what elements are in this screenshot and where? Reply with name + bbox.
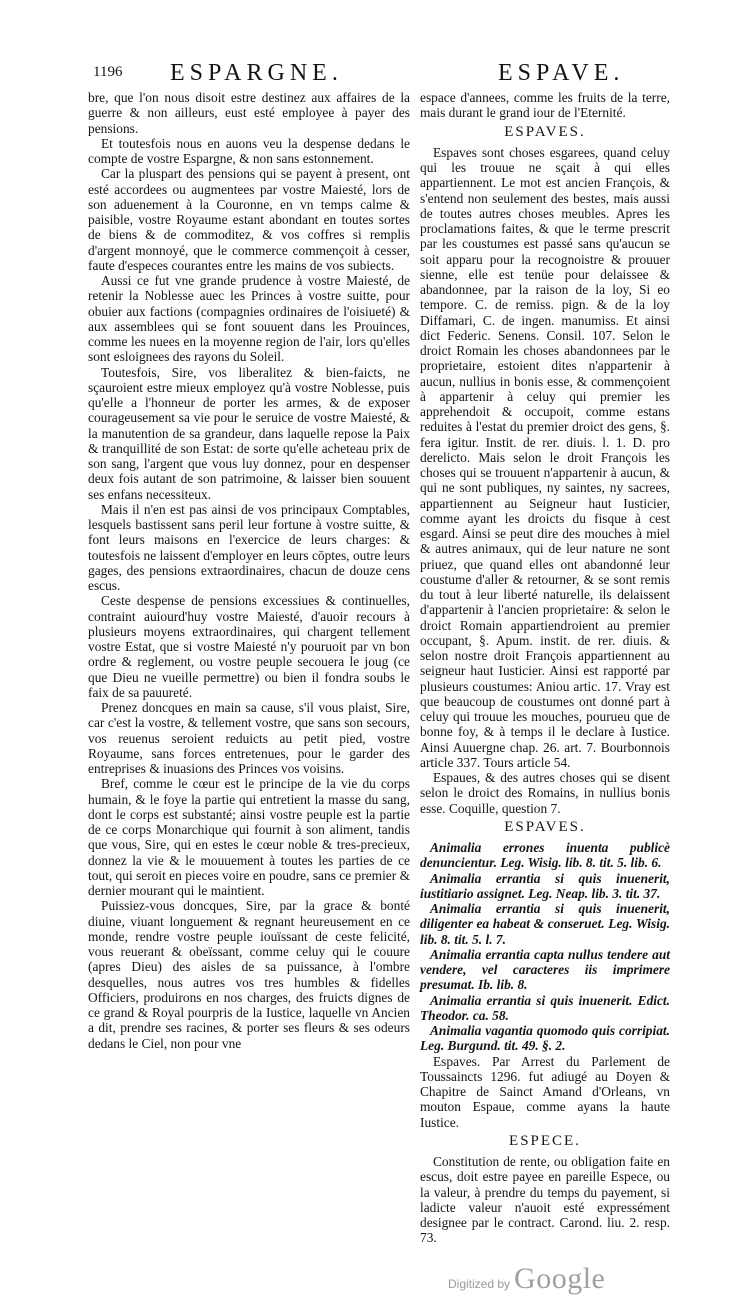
- paragraph: Ceste despense de pensions excessiues & continuelles, contraint auiourd'huy vostre Maiesté, d'auoir recours à plusieurs moyens extraordinaires, qui chargent tellement vostre Estat, que si vostre Maiesté n'y pouruoit par vn bon ordre & reglement, ou vostre peuple secouera le joug (ce que Dieu ne vueille permettre) ou bien il fondra soubs le faix de sa pauureté.: [88, 593, 410, 700]
- paragraph: Puissiez-vous doncques, Sire, par la grace & bonté diuine, viuant longuement & regnant heureusement en ce monde, rendre vostre peuple iouïssant de ceste felicité, vous reuerant & obeïssant, comme celuy qui le couure (apres Dieu) des aisles de sa puissance, à l'ombre desquelles, nous autres vos tres humbles & fidelles Officiers, produirons en nos charges, des fruicts dignes de ce grand & Royal pourpris de la Iustice, laquelle vn Ancien a dit, prendre ses racines, & porter ses fleurs & ses odeurs dedans le Ciel, non pour vne: [88, 898, 410, 1051]
- citation-item: Animalia errantia si quis inuenerit, diligenter ea habeat & conseruet. Leg. Wisig. lib. 8. tit. 5. l. 7.: [420, 901, 670, 947]
- paragraph: Bref, comme le cœur est le principe de la vie du corps humain, & le foye la partie qui entretient la masse du sang, dont le corps est substanté; ainsi vostre peuple est la partie de ce corps Monarchique qui fournit à son aliment, tandis que vous, Sire, qui en estes le cœur noble & tres-precieux, donnez la vie & le mouuement à toutes les parties de ce tout, qui seroit en pieces voire en poudre, sans ce premier & dernier mourant qui le maintient.: [88, 776, 410, 898]
- paragraph: Espaves sont choses esgarees, quand celuy qui les trouue ne sçait à qui elles appartiennent. Le mot est ancien François, & s'entend non seulement des bestes, mais aussi de toutes autres choses meubles. Apres les proclamations faites, & que le terme prescrit par les coustumes est passé sans qu'aucun se soit apparu pour la recognoistre & prouuer sienne, elle est tenüe pour delaissee & abandonnee, par la raison de la loy, Si eo tempore. C. de remiss. pign. & de la loy Diffamari, C. de ingen. manumiss. Et ainsi dict Federic. Senens. Consil. 107. Selon le droict Romain les choses abandonnees par le proprietaire, estoient dites n'appartenir à aucun, nullius in bonis esse, & commençoient à appartenir à celuy qui premier les apprehendoit & occupoit, comme estans reduites à l'estat du premier droict des gens, §. fera igitur. Instit. de rer. diuis. l. 1. D. pro derelicto. Mais selon le droit François les choses qui se trouuent n'appartenir à aucun, & qui ne sont publiques, ny saintes, ny sacrees, appartiennent au Seigneur haut Iusticier, comme ayant les droicts du fisque à cest esgard. Ainsi se peut dire des mouches à miel & autres animaux, qui de leur nature ne sont priuez, que quand elles ont abandonné leur coustume d'aller & retourner, & se sont remis du tout à leur liberté naturelle, ils delaissent d'appartenir à l'ancien proprietaire: & selon le droict Romain appartiendroient au premier occupant, §. Apum. instit. de rer. diuis. & selon nostre droit François appartiennent au seigneur haut Iusticier. Ainsi est rapporté par plusieurs coustumes: Aniou artic. 17. Vray est que beaucoup de coustumes ont donné part à celuy qui trouue les mouches, pourueu que de bonne foy, & à temps il le declare à Iustice. Ainsi Auuergne chap. 26. art. 7. Bourbonnois article 337. Tours article 54.: [420, 144, 670, 770]
- citation-item: Animalia errantia si quis inuenerit, iustitiario assignet. Leg. Neap. lib. 3. tit. 37.: [420, 870, 670, 901]
- section-heading: ESPAVES.: [504, 818, 586, 835]
- digitized-watermark: [448, 1262, 605, 1296]
- paragraph: Constitution de rente, ou obligation faite en escus, doit estre payee en pareille Espece, ou la valeur, à prendre du temps du payement, si ladicte valeur n'auoit esté expressément designee par le contract. Carond. liu. 2. resp. 73.: [420, 1154, 670, 1246]
- page-number: 1196: [93, 64, 123, 80]
- paragraph: Espaues, & des autres choses qui se disent selon le droict des Romains, in nullius bonis esse. Coquille, question 7.: [420, 770, 670, 816]
- paragraph: Mais il n'en est pas ainsi de vos principaux Comptables, lesquels bastissent sans peril leur fortune à vostre suitte, & font leurs maisons en l'exercice de leurs charges: & toutesfois ne laissent d'employer en leurs cōptes, outre leurs gages, des pensions extraordinaires, chacun de douze cens escus.: [88, 501, 410, 593]
- running-head-right: ESPAVE.: [498, 60, 625, 86]
- citation-list: [420, 840, 670, 1054]
- citation-item: Animalia errones inuenta publicè denuncientur. Leg. Wisig. lib. 8. tit. 5. lib. 6.: [420, 840, 670, 871]
- paragraph: Prenez doncques en main sa cause, s'il vous plaist, Sire, car c'est la vostre, & tellement vostre, que sans son secours, vos reuenus seroient reduicts au petit pied, vostre Royaume, sans forces entretenues, pour le garder des entreprises & inuasions des Princes vos voisins.: [88, 700, 410, 776]
- continued-paragraph: espace d'annees, comme les fruits de la terre, mais durant le grand iour de l'Eternité.: [420, 90, 670, 121]
- paragraph: Espaves. Par Arrest du Parlement de Toussaincts 1296. fut adiugé au Doyen & Chapitre de Sainct Amand d'Orleans, vn mouton Espaue, comme ayans la haute Iustice.: [420, 1053, 670, 1130]
- paragraph: Toutesfois, Sire, vos liberalitez & bien-faicts, ne sçauroient estre mieux employez qu'à vostre Noblesse, puis qu'elle a l'honneur de porter les armes, & de exposer courageusement sa vie pour le seruice de vostre Maiesté, & la manutention de sa grandeur, dans laquelle repose la Paix & tranquillité de son Estat: de sorte qu'elle acheteau prix de son sang, l'argent que vous luy donnez, pour en despenser deux fois autant de son patrimoine, & laisser bien souuent ses enfans necessiteux.: [88, 364, 410, 502]
- citation-item: Animalia vagantia quomodo quis corripiat. Leg. Burgund. tit. 49. §. 2.: [420, 1023, 670, 1054]
- google-logo: Google: [514, 1262, 606, 1295]
- citation-item: Animalia errantia si quis inuenerit. Edict. Theodor. ca. 58.: [420, 992, 670, 1023]
- right-column: [420, 90, 670, 1246]
- section-heading: ESPECE.: [509, 1132, 581, 1149]
- citation-item: Animalia errantia capta nullus tendere aut vendere, vel caracteres iis imprimere presumat. Ib. lib. 8.: [420, 946, 670, 993]
- section-heading: ESPAVES.: [504, 123, 586, 140]
- digitized-by-label: Digitized by: [448, 1277, 511, 1291]
- paragraph: Car la pluspart des pensions qui se payent à present, ont esté accordees ou augmentees par vostre Maiesté, lors de son aduenement à la Couronne, en vn temps calme & paisible, vostre Royaume estant abondant en toutes sortes de biens & de commoditez, & vos coffres si remplis d'argent monnoyé, que le commerce commençoit à cesser, faute d'especes courantes entre les mains de vos subiects.: [88, 166, 410, 273]
- paragraph: Aussi ce fut vne grande prudence à vostre Maiesté, de retenir la Noblesse auec les Princes à vostre suitte, pour obuier aux factions (compagnies ordinaires de l'oisiueté) & aux assemblees qui se font souuent dans les Prouinces, comme les nuees en la moyenne region de l'air, lors qu'elles sont esloignees des rayons du Soleil.: [88, 273, 410, 365]
- paragraph: Et toutesfois nous en auons veu la despense dedans le compte de vostre Espargne, & non sans estonnement.: [88, 135, 410, 166]
- left-column: [88, 90, 410, 1051]
- running-head-left: ESPARGNE.: [170, 60, 343, 86]
- paragraph: bre, que l'on nous disoit estre destinez aux affaires de la guerre & non ailleurs, eust esté employee à payer des pensions.: [88, 90, 410, 136]
